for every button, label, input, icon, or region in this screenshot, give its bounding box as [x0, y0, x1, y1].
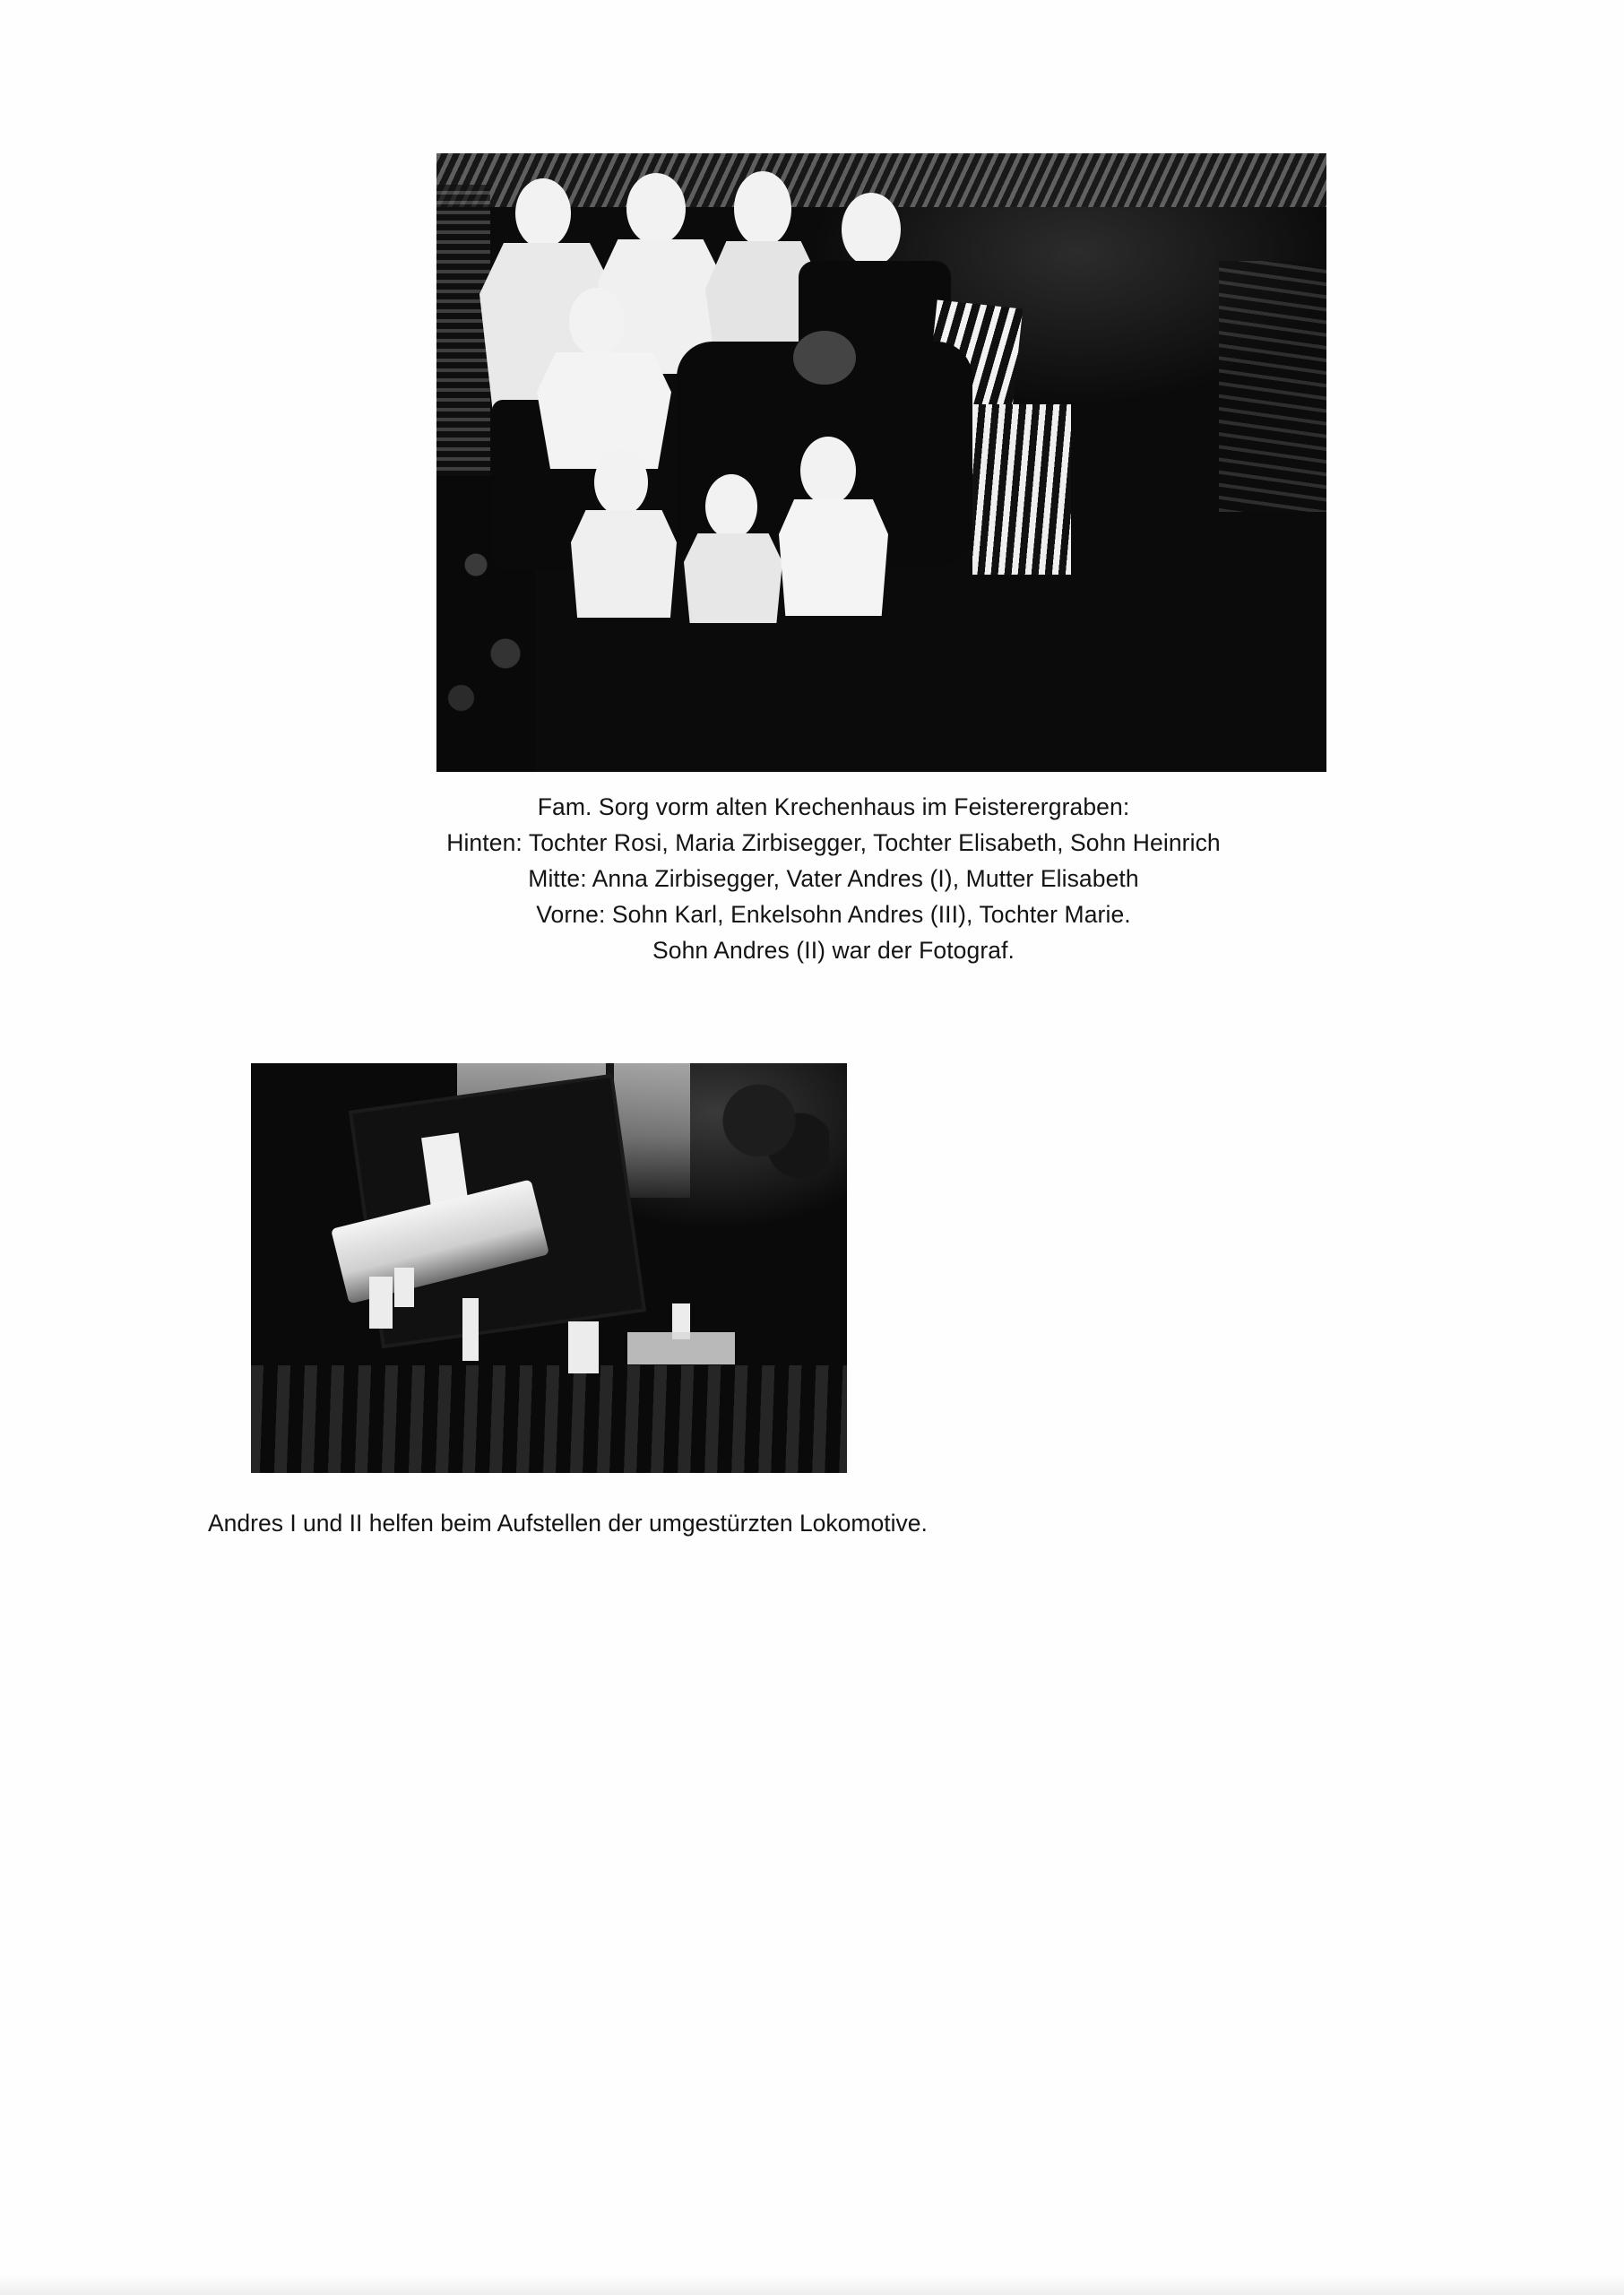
- caption-line: Fam. Sorg vorm alten Krechenhaus im Feisterergraben:: [537, 793, 1130, 820]
- person-head: [515, 178, 571, 248]
- child-torso: [684, 533, 782, 623]
- wall-right-texture: [1219, 261, 1326, 512]
- child-head: [594, 449, 648, 515]
- person-head: [842, 193, 901, 266]
- caption-line: Mitte: Anna Zirbisegger, Vater Andres (I), Mutter Elisabeth: [528, 865, 1139, 892]
- caption-line: Hinten: Tochter Rosi, Maria Zirbisegger, Tochter Elisabeth, Sohn Heinrich: [446, 829, 1221, 856]
- tree-foliage: [713, 1070, 829, 1196]
- caption-line: Andres I und II helfen beim Aufstellen der umgestürzten Lokomotive.: [208, 1510, 928, 1537]
- photo-locomotive: [251, 1063, 847, 1473]
- worker-figure: [369, 1277, 393, 1329]
- child-torso: [779, 499, 888, 616]
- person-torso: [537, 352, 671, 469]
- figure-1-caption: [341, 789, 1326, 968]
- scan-edge-artifact: [0, 2275, 1624, 2295]
- caption-line: Sohn Andres (II) war der Fotograf.: [652, 937, 1015, 964]
- crate-stack: [627, 1332, 735, 1364]
- person-head: [626, 173, 686, 245]
- wall-left-texture: [436, 185, 490, 481]
- person-head: [734, 171, 791, 247]
- worker-figure: [462, 1298, 479, 1361]
- photo-family-portrait: [436, 153, 1326, 772]
- child-head: [705, 474, 757, 539]
- figure-2-caption: [208, 1506, 1373, 1540]
- ground-rubble: [251, 1365, 847, 1473]
- child-head: [800, 437, 856, 505]
- child-torso: [571, 510, 677, 618]
- worker-figure: [394, 1268, 414, 1307]
- figure-family-portrait: [436, 153, 1326, 772]
- person-head: [793, 331, 856, 385]
- person-head: [569, 288, 625, 356]
- worker-figure: [568, 1321, 599, 1373]
- striped-skirt: [972, 404, 1071, 575]
- figure-locomotive: [251, 1063, 847, 1473]
- caption-line: Vorne: Sohn Karl, Enkelsohn Andres (III), Tochter Marie.: [536, 901, 1131, 928]
